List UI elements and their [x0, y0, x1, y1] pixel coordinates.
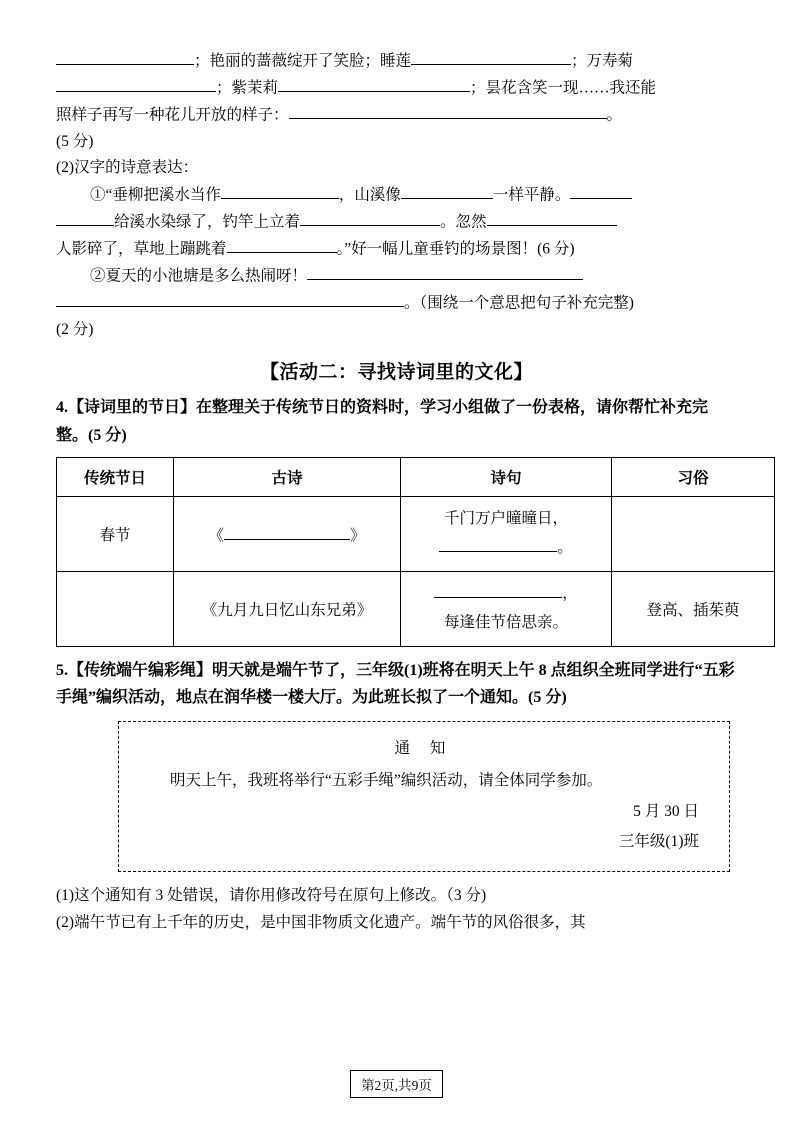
- notice-date: 5 月 30 日: [633, 802, 699, 820]
- question-4-text: 4.【诗词里的节日】在整理关于传统节日的资料时，学习小组做了一份表格，请你帮忙补充完整。(5 分): [56, 399, 709, 444]
- cell-verse: [401, 496, 612, 571]
- verse-line-2: 每逢佳节倍思亲。: [443, 613, 568, 631]
- text-segment: ，山溪像: [338, 186, 401, 204]
- fill-blank[interactable]: [56, 48, 194, 65]
- fill-blank[interactable]: [401, 182, 493, 199]
- fill-blank[interactable]: [300, 209, 440, 226]
- question-5-sub-1: (1)这个通知有 3 处错误，请你用修改符号在原句上修改。（3 分): [56, 886, 487, 904]
- cell-custom: [612, 496, 775, 571]
- question-5-text: 5.【传统端午编彩绳】明天就是端午节了，三年级(1)班将在明天上午 8 点组织全班同学进行“五彩手绳”编织活动，地点在润华楼一楼大厅。为此班长拟了一个通知。(5 分): [56, 661, 735, 706]
- text-segment: 》: [350, 526, 366, 544]
- fill-blank[interactable]: [439, 534, 557, 551]
- cell-festival: [57, 571, 174, 646]
- fill-blank[interactable]: [56, 209, 114, 226]
- question-5-sub-2: (2)端午节已有上千年的历史，是中国非物质文化遗产。端午节的风俗很多，其: [56, 914, 586, 932]
- fill-blank[interactable]: [487, 209, 617, 226]
- sentence-line-3: [56, 102, 737, 129]
- verse-line-1: [405, 580, 607, 609]
- text-segment: 《: [208, 526, 224, 544]
- text-segment: ①“垂柳把溪水当作: [90, 186, 221, 204]
- table-row: [57, 496, 775, 571]
- notice-title: 通 知: [394, 740, 454, 758]
- table-header-poem: 古诗: [174, 457, 401, 496]
- page-footer: [0, 1070, 793, 1098]
- top-question-block: [56, 48, 737, 343]
- text-segment: 。: [606, 106, 623, 124]
- verse-line-2: [405, 534, 607, 563]
- traditional-festival-table: [56, 457, 775, 647]
- text-segment: ；万寿菊: [571, 52, 634, 70]
- text-segment: 。忽然: [440, 213, 487, 231]
- score-label-2: (2 分): [56, 320, 94, 338]
- text-segment: 。”好一幅儿童垂钓的场景图！(6 分): [336, 240, 575, 258]
- table-header-row: [57, 457, 775, 496]
- score-label-1: (5 分): [56, 132, 94, 150]
- sentence-line-2: [56, 75, 737, 102]
- question-2-line-2: [56, 290, 737, 317]
- verse-line-1: 千门万户曈曈日，: [443, 510, 568, 528]
- sub-question-2-label: (2)汉字的诗意表达：: [56, 159, 199, 177]
- notice-body: 明天上午，我班将举行“五彩手绳”编织活动，请全体同学参加。: [170, 772, 603, 790]
- cell-poem: 《九月九日忆山东兄弟》: [174, 571, 401, 646]
- text-segment: ②夏天的小池塘是多么热闹呀！: [90, 267, 308, 285]
- question-2-line-1: [56, 263, 737, 290]
- activity-two-title: 【活动二：寻找诗词里的文化】: [259, 362, 533, 384]
- fill-blank[interactable]: [570, 182, 632, 199]
- table-header-verse: 诗句: [401, 457, 612, 496]
- cell-custom: 登高、插茱萸: [612, 571, 775, 646]
- cell-festival: 春节: [57, 496, 174, 571]
- fill-blank[interactable]: [289, 102, 607, 119]
- fill-blank[interactable]: [307, 263, 583, 280]
- fill-blank[interactable]: [56, 75, 216, 92]
- cell-verse: [401, 571, 612, 646]
- cell-poem: [174, 496, 401, 571]
- sentence-line-1: [56, 48, 737, 75]
- table-header-festival: 传统节日: [57, 457, 174, 496]
- text-segment: 照样子再写一种花儿开放的样子：: [56, 106, 289, 124]
- fill-blank[interactable]: [434, 581, 562, 598]
- poem-line-2: [56, 209, 737, 236]
- text-segment: 人影碎了，草地上蹦跳着: [56, 240, 227, 258]
- fill-blank[interactable]: [224, 523, 350, 540]
- poem-line-1: [56, 182, 737, 209]
- text-segment: 。（围绕一个意思把句子补充完整): [404, 294, 634, 312]
- fill-blank[interactable]: [227, 236, 337, 253]
- fill-blank[interactable]: [411, 48, 571, 65]
- table-row: [57, 571, 775, 646]
- poem-line-3: [56, 236, 737, 263]
- page-number: 第2页,共9页: [350, 1070, 443, 1098]
- text-segment: ，: [562, 585, 578, 603]
- fill-blank[interactable]: [56, 290, 404, 307]
- fill-blank[interactable]: [278, 75, 470, 92]
- notice-box: [118, 721, 730, 872]
- notice-signature: 三年级(1)班: [618, 832, 699, 850]
- text-segment: ；紫茉莉: [216, 79, 279, 97]
- text-segment: 。: [557, 538, 573, 556]
- text-segment: 一样平静。: [492, 186, 571, 204]
- table-header-custom: 习俗: [612, 457, 775, 496]
- text-segment: 给溪水染绿了，钓竿上立着: [114, 213, 301, 231]
- text-segment: ；昙花含笑一现……我还能: [470, 79, 657, 97]
- text-segment: ；艳丽的蔷薇绽开了笑脸；睡莲: [194, 52, 412, 70]
- fill-blank[interactable]: [221, 182, 339, 199]
